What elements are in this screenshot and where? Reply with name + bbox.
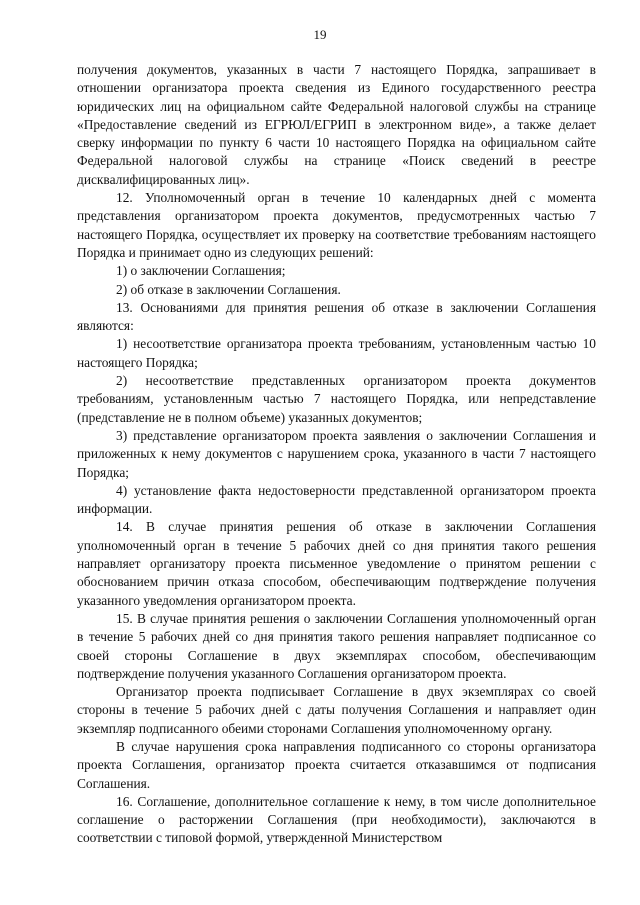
list-item-ground-3: 3) представление организатором проекта заявления о заключении Соглашения и приложенных к нему документов с нарушением срока, указанного в части 7 настоящего Порядка; — [77, 427, 596, 480]
list-item-ground-2: 2) несоответствие представленных организатором проекта документов требованиям, установленным частью 7 настоящего Порядка, или непредставление (представление не в полном объеме) указанных документов; — [77, 373, 596, 425]
paragraph-clause-15: 15. В случае принятия решения о заключении Соглашения уполномоченный орган в течение 5 рабочих дней со дня принятия такого решения направляет подписанное со своей стороны Соглашение в двух экземплярах способом, обеспечивающим подтверждение получения указанного Соглашения организатором проекта. — [77, 610, 596, 681]
paragraph-deadline-violation: В случае нарушения срока направления подписанного со стороны организатора проекта Соглашения, организатор проекта считается отказавшимся от подписания Соглашения. — [77, 738, 596, 791]
paragraph-clause-12: 12. Уполномоченный орган в течение 10 календарных дней с момента представления организатором проекта документов, предусмотренных частью 7 настоящего Порядка, осуществляет их проверку на соответствие требованиям настоящего Порядка и принимает одно из следующих решений: — [77, 190, 596, 260]
list-item-decision-2: 2) об отказе в заключении Соглашения. — [116, 281, 341, 297]
page-number: 19 — [313, 27, 327, 42]
paragraph-continuation: получения документов, указанных в части 7 настоящего Порядка, запрашивает в отношении организатора проекта сведения из Единого государственного реестра юридических лиц на официальном сайте Федеральной налоговой службы на странице «Предоставление сведений из ЕГРЮЛ/ЕГРИП в электронном виде», а также делает сверку информации по пункту 6 части 10 настоящего Порядка на официальном сайте Федеральной налоговой службы на странице «Поиск сведений в реестре дисквалифицированных лиц». — [77, 62, 596, 187]
list-item-ground-1: 1) несоответствие организатора проекта требованиям, установленным частью 10 настоящего Порядка; — [77, 336, 596, 370]
paragraph-organizer-signs: Организатор проекта подписывает Соглашение в двух экземплярах со своей стороны в течение 5 рабочих дней с даты получения Соглашения и направляет один экземпляр подписанного обеими сторонами Соглашения уполномоченному органу. — [77, 684, 596, 736]
paragraph-clause-14: 14. В случае принятия решения об отказе в заключении Соглашения уполномоченный орган в течение 5 рабочих дней со дня принятия такого решения направляет организатору проекта письменное уведомление о принятом решении с обоснованием причин отказа способом, обеспечивающим подтверждение получения указанного уведомления организатором проекта. — [77, 519, 596, 608]
list-item-decision-1: 1) о заключении Соглашения; — [116, 263, 286, 279]
list-item-ground-4: 4) установление факта недостоверности представленной организатором проекта информации. — [77, 482, 596, 517]
paragraph-clause-16: 16. Соглашение, дополнительное соглашение к нему, в том числе дополнительное соглашение о расторжении Соглашения (при необходимости), заключаются в соответствии с типовой формой, утвержденной Министерством — [77, 793, 596, 846]
paragraph-clause-13: 13. Основаниями для принятия решения об отказе в заключении Соглашения являются: — [77, 299, 596, 334]
document-body — [77, 61, 596, 848]
